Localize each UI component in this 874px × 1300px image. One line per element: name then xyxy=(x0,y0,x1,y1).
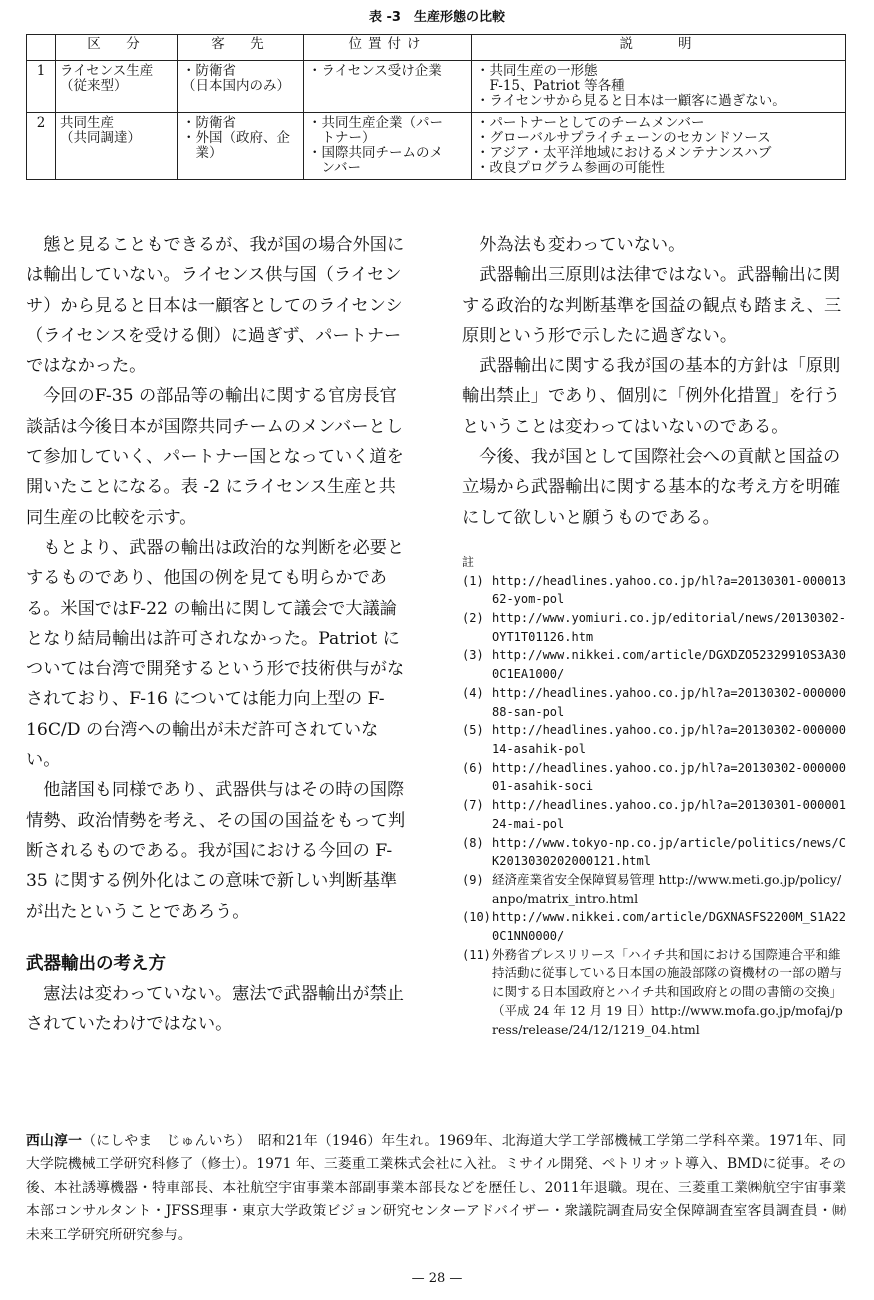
notes-section xyxy=(462,553,846,1039)
paragraph: 他諸国も同様であり、武器供与はその時の国際情勢、政治情勢を考え、その国の国益をもって判断されるものである。我が国における今回の F-35 に関する例外化はこの意味で新しい判断基準が出たということであろう。 xyxy=(26,780,406,922)
paragraph: 武器輸出三原則は法律ではない。武器輸出に関する政治的な判断基準を国益の観点も踏まえ、三原則という形で示したに過ぎない。 xyxy=(462,265,842,346)
cell-line: ・防衛省 xyxy=(182,63,236,79)
footnote xyxy=(462,908,846,945)
cell-line: （従来型） xyxy=(60,78,128,94)
author-bio xyxy=(26,1130,846,1247)
footnote-number: (5) xyxy=(462,723,484,738)
footnote-text: http://www.nikkei.com/article/DGXNASFS2200M_S1A220C1NN0000/ xyxy=(492,910,847,944)
cell-line: ・国際共同チームのメ xyxy=(308,145,443,161)
cell-line: ・グローバルサプライチェーンのセカンドソース xyxy=(476,130,771,146)
paragraph: 今回のF-35 の部品等の輸出に関する官房長官談話は今後日本が国際共同チームのメンバーとして参加していく、パートナー国となっていく道を開いたことになる。表 -2 にライセンス生産と共同生産の比較を示す。 xyxy=(26,386,404,528)
cell-line: ンバー xyxy=(308,160,362,176)
table-cell-client xyxy=(178,61,304,113)
table-cell-category xyxy=(56,61,178,113)
table-header-cell: 説 明 xyxy=(472,35,846,61)
cell-line: ・ライセンサから見ると日本は一顧客に過ぎない。 xyxy=(476,93,786,109)
footnote-text: http://www.nikkei.com/article/DGXDZO52329910S3A300C1EA1000/ xyxy=(492,648,847,682)
author-bio-text: （にしやま じゅんいち） 昭和21年（1946）年生れ。1969年、北海道大学工学部機械工学第二学科卒業。1971年、同大学院機械工学研究科修了（修士）。1971 年、三菱重工業株式会社に入社。ミサイル開発、ペトリオット導入、BMDに従事。その後、本社誘導機器・特車部長、本社航空宇宙事業本部副事業本部長などを歴任し、2011年退職。現在、三菱重工業㈱航空宇宙事業本部コンサルタント・JFSS理事・東京大学政策ビジョン研究センターアドバイザー・衆議院調査局安全保障調査室客員調査員・㈶ 未来工学研究所研究参与。 xyxy=(26,1133,846,1243)
footnote xyxy=(462,721,846,758)
table-cell-client xyxy=(178,113,304,180)
table-header-row xyxy=(27,35,846,61)
table-cell-position xyxy=(304,61,472,113)
footnote xyxy=(462,796,846,833)
cell-line: （日本国内のみ） xyxy=(182,78,290,94)
right-column xyxy=(462,230,846,1039)
cell-line: （共同調達） xyxy=(60,130,141,146)
table-cell-position xyxy=(304,113,472,180)
cell-line: 業） xyxy=(182,145,223,161)
cell-line: ・パートナーとしてのチームメンバー xyxy=(476,115,705,131)
footnote-number: (2) xyxy=(462,611,484,626)
footnote-number: (9) xyxy=(462,872,484,887)
table-title: 表 -3 生産形態の比較 xyxy=(369,10,505,25)
row-number: 1 xyxy=(27,61,56,113)
footnote-text: http://headlines.yahoo.co.jp/hl?a=20130301-00000124-mai-pol xyxy=(492,798,847,831)
cell-line: ・アジア・太平洋地域におけるメンテナンスハブ xyxy=(476,145,772,161)
footnote-number: (7) xyxy=(462,798,484,813)
page-number: — 28 — xyxy=(411,1271,463,1286)
table-header-cell xyxy=(27,35,56,61)
paragraph: 憲法は変わっていない。憲法で武器輸出が禁止されていたわけではない。 xyxy=(26,983,404,1035)
table-header-cell: 客 先 xyxy=(178,35,304,61)
author-name: 西山淳一 xyxy=(26,1133,83,1149)
cell-line: ・共同生産の一形態 xyxy=(476,63,598,79)
row-number: 2 xyxy=(27,113,56,180)
footnote-text: http://www.yomiuri.co.jp/editorial/news/20130302-OYT1T01126.htm xyxy=(492,611,847,644)
table-row xyxy=(27,113,846,180)
footnote-text: http://headlines.yahoo.co.jp/hl?a=20130302-00000014-asahik-pol xyxy=(492,723,847,756)
table-header-cell: 位置付け xyxy=(304,35,472,61)
footnote-text: 外務省プレスリリース「ハイチ共和国における国際連合平和維持活動に従事している日本国の施設部隊の資機材の一部の贈与に関する日本国政府とハイチ共和国政府との間の書簡の交換」（平成 24 年 12 月 19 日）http://www.mofa.go.jp/mofaj/press/release/24/12/1219_04.html xyxy=(492,946,843,1037)
footnote-text: 経済産業省安全保障貿易管理 http://www.meti.go.jp/policy/anpo/matrix_intro.html xyxy=(492,871,842,906)
table-cell-description xyxy=(472,113,846,180)
footnote xyxy=(462,759,846,796)
footnote-number: (6) xyxy=(462,760,484,775)
cell-line: ライセンス生産 xyxy=(60,63,154,79)
footnote-number: (4) xyxy=(462,685,484,700)
footnote-number: (11) xyxy=(462,947,491,962)
cell-line: ・防衛省 xyxy=(182,115,236,131)
cell-line: ・共同生産企業（パー xyxy=(308,115,443,131)
table-cell-description xyxy=(472,61,846,113)
footnote-text: http://headlines.yahoo.co.jp/hl?a=20130302-00000088-san-pol xyxy=(492,685,847,719)
paragraph: 今後、我が国として国際社会への貢献と国益の立場から武器輸出に関する基本的な考え方を明確にして欲しいと願うものである。 xyxy=(462,447,841,528)
paragraph: 外為法も変わっていない。 xyxy=(479,235,686,255)
table-header-cell: 区 分 xyxy=(56,35,178,61)
left-column xyxy=(26,230,410,1039)
notes-label: 註 xyxy=(462,554,475,569)
footnote-text: http://www.tokyo-np.co.jp/article/politics/news/CK2013030202000121.html xyxy=(492,835,847,869)
footnote xyxy=(462,609,846,646)
footnote-number: (10) xyxy=(462,910,491,925)
footnote xyxy=(462,646,846,683)
section-heading: 武器輸出の考え方 xyxy=(26,953,166,974)
paragraph: もとより、武器の輸出は政治的な判断を必要とするものであり、他国の例を見ても明らかである。米国ではF-22 の輸出に関して議会で大議論となり結局輸出は許可されなかった。Patriot については台湾で開発するという形で技術供与がなされており、F-16 については能力向上型の F-16C/D の台湾への輸出が未だ許可されていない。 xyxy=(26,537,405,771)
footnote xyxy=(462,572,846,609)
table-row xyxy=(27,61,846,113)
footnote-number: (3) xyxy=(462,648,484,663)
cell-line: トナー） xyxy=(308,130,376,146)
cell-line: ・ライセンス受け企業 xyxy=(308,63,442,79)
footnote xyxy=(462,946,846,1040)
paragraph: 武器輸出に関する我が国の基本的方針は「原則輸出禁止」であり、個別に「例外化措置」を行うということは変わってはいないのである。 xyxy=(462,356,841,437)
footnote xyxy=(462,684,846,721)
footnote-text: http://headlines.yahoo.co.jp/hl?a=20130301-00001362-yom-pol xyxy=(492,573,847,607)
cell-line: ・改良プログラム参画の可能性 xyxy=(476,160,665,176)
cell-line: F-15、Patriot 等各種 xyxy=(476,78,625,94)
table-cell-category xyxy=(56,113,178,180)
cell-line: 共同生産 xyxy=(60,115,114,131)
footnote xyxy=(462,834,846,871)
footnote xyxy=(462,871,846,908)
paragraph: 態と見ることもできるが、我が国の場合外国には輸出していない。ライセンス供与国（ライセンサ）から見ると日本は一顧客としてのライセンシ（ライセンスを受ける側）に過ぎず、パートナーではなかった。 xyxy=(26,235,405,377)
comparison-table xyxy=(26,34,846,180)
footnote-number: (1) xyxy=(462,573,484,588)
cell-line: ・外国（政府、企 xyxy=(182,130,290,146)
footnote-number: (8) xyxy=(462,835,484,850)
footnote-text: http://headlines.yahoo.co.jp/hl?a=20130302-00000001-asahik-soci xyxy=(492,760,847,794)
